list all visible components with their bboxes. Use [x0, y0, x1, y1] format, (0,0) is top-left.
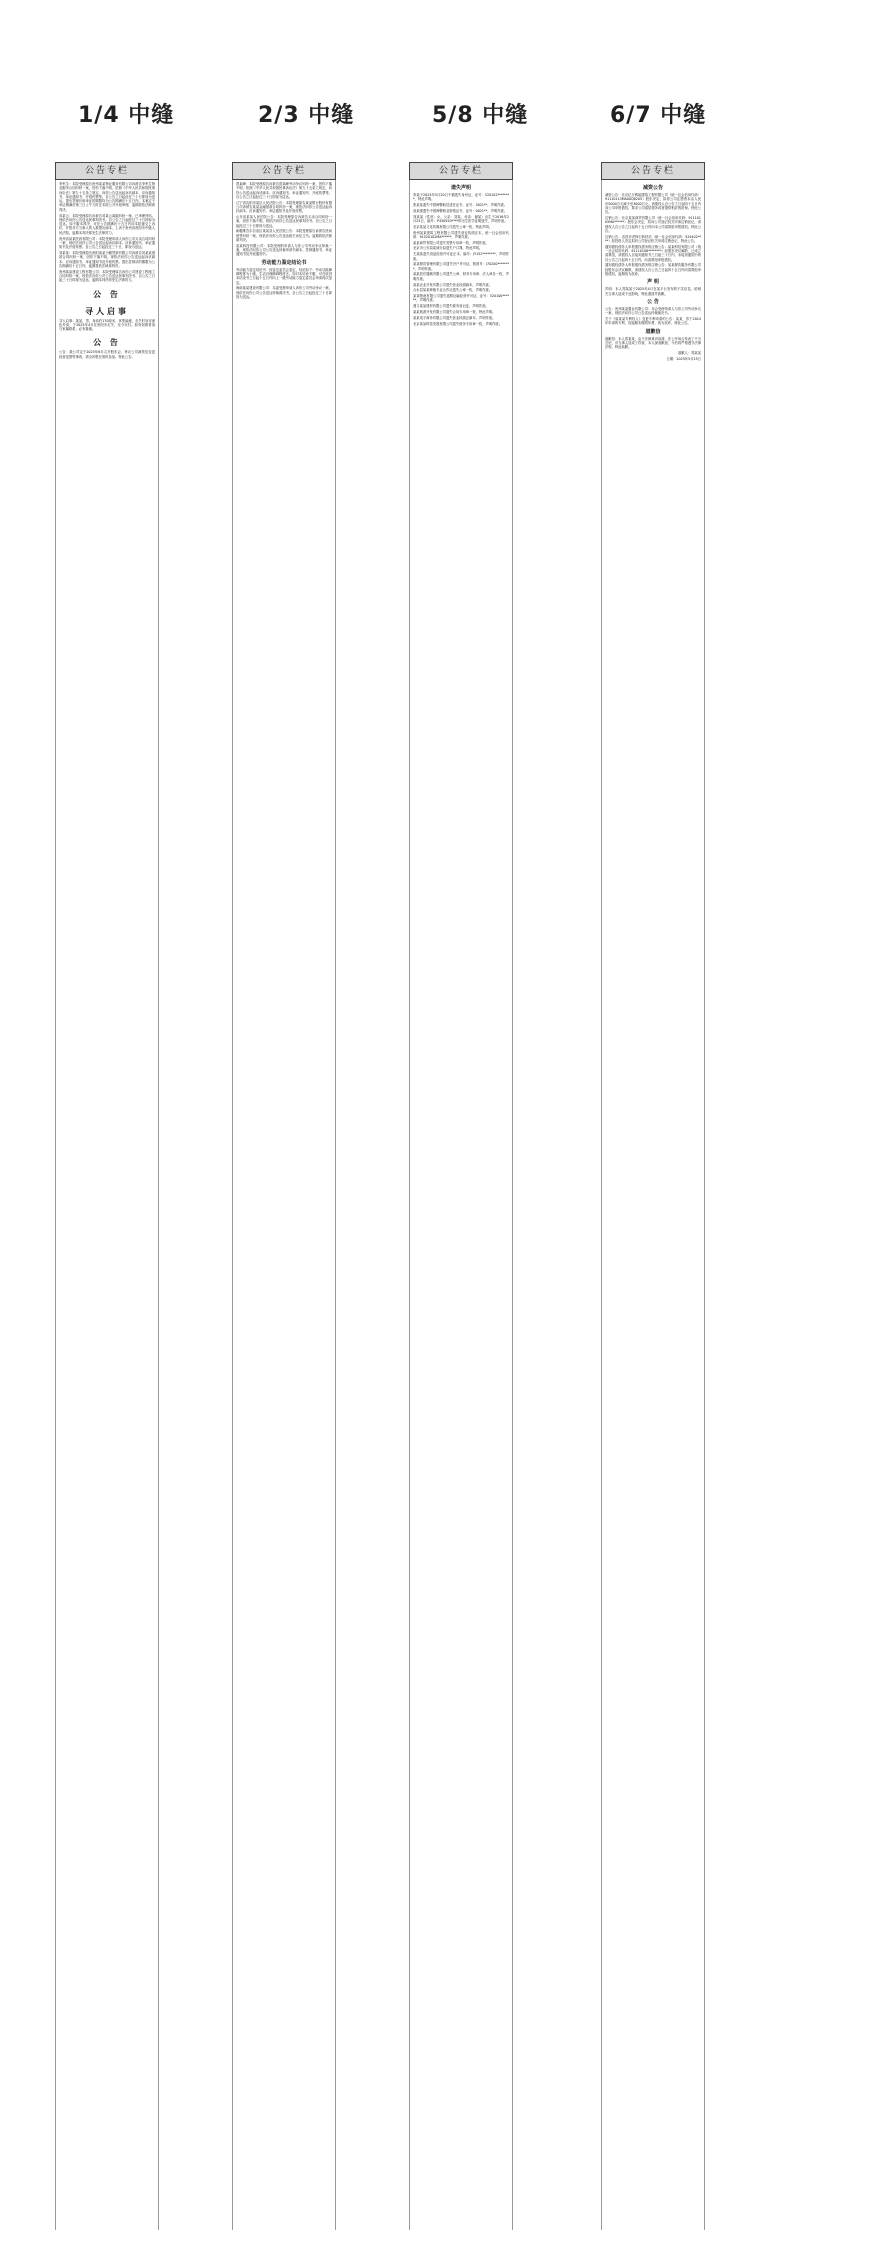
signature: 道歉人：郑某某 [677, 351, 701, 356]
column-body [409, 180, 513, 2230]
notice-item: 注销公告：北京某某商贸有限公司（统一社会信用代码：91110105MA******）股东会决定，拟向公司登记机关申请注销登记，请债权人自公告之日起四十五日内向本公司清算组申报债权。特此公告。 [605, 215, 701, 233]
column-header: 公告专栏 [232, 162, 336, 180]
notice-item: 辽宁省沈阳市某区人民法院公告：本院受理原告某某银行股份有限公司诉被告某某金融借款合同纠纷一案，现依法向你公告送达起诉状副本、应诉通知书、举证通知书及开庭传票。 [236, 200, 332, 214]
section-title: 道歉信 [645, 328, 661, 335]
column-header: 公告专栏 [55, 162, 159, 180]
notice-item: 李某于2025年5月20日不慎遗失身份证，证号：520102********，特此声明。 [413, 193, 509, 202]
notice-item: 高某强遗失中国海警职业资格证书，证号：0021**，声明作废。 [413, 208, 508, 213]
column-body [232, 180, 336, 2230]
date: 日期：2025年5月25日 [666, 356, 701, 361]
notice-item: 减资公告：北京亿万鸭堀建筑工程有限公司（统一社会信用代码：91110113MA00Q8205）股东决定，拟将公司注册资本由人民币5000万元减少至3000万元。请债权人自公告之日起四十五日内向公司申报债权，要求公司清偿债务或者提供相应的担保。特此公告。 [605, 193, 701, 215]
notice-item: 尤某某遗失食品经营许可证正本，编号：JY152********，声明作废。 [413, 252, 509, 261]
column-header: 公告专栏 [409, 162, 513, 180]
notice-item: 某某医疗器械有限公司遗失公章、财务专用章、法人章各一枚，声明作废。 [413, 272, 509, 281]
notice-item: 某某物流有限公司遗失道路运输经营许可证，证号：520100******，声明作废。 [413, 294, 509, 303]
notice-item: 海南某某建设有限公司：本委受理申请人诉你公司劳动争议一案，现依法向你公司公告送达仲裁裁决书，自公告之日起经过三十日即视为送达。 [236, 286, 332, 300]
notice-item: 通知债权债务人申报债权债务的注销公告：某某餐饮服务有限公司经股东会决议解散，请债权人自公告之日起四十五日内向清算组申报债权，逾期视为放弃。 [605, 263, 701, 277]
notice-item: 贵州某某建设工程有限公司：本院受理原告诉你公司建设工程施工合同纠纷一案，现依法向你公司公告送达民事判决书。自公告之日起三十日即视为送达，逾期本判决即发生法律效力。 [59, 269, 155, 283]
section-title: 公 告 [647, 298, 659, 305]
notice-item: 北京市公安局某城分局遗失户口簿，特此声明。 [413, 246, 483, 251]
notice-item: 刘某某：本院受理原告贵阳某某小额贷款有限公司诉被告刘某某借款合同纠纷一案，因你下落不明，现依法向你公告送达起诉状副本、应诉通知书、举证通知书及开庭传票。提出答辩状的期限为公告期满后十五日内，逾期将依法缺席判决。 [59, 250, 155, 268]
notice-item: 声明：本人郑某某于2025年4月在某平台发布的不实信息，给相关当事人造成不良影响，特此澄清并致歉。 [605, 287, 701, 296]
notice-item: 李军生：本院受理原告贵州某某物业服务有限公司诉被告李军生物业服务合同纠纷一案，因你下落不明，依照《中华人民共和国民事诉讼法》第九十五条之规定，向你公告送达起诉状副本、应诉通知书、举证通知书、开庭传票等。自公告之日起经过三十日即视为送达。提出答辩状和举证的期限均为公告期满后十五日内。本案定于举证期满后第三日上午九时在本院公开开庭审理，逾期将依法缺席判决。 [59, 182, 155, 212]
section-title: 劳动能力鉴定结论书 [261, 259, 307, 266]
notice-item: 刘某某（性别：女，父亲：刘某，母亲：谢某）出生于2016年2月25日，编号：P430920****的出生医学证明遗失，声明作废。 [413, 214, 509, 223]
notice-item: 邓某云：本院受理原告诉被告邓某云离婚纠纷一案，已审理终结。现依法向你公告送达民事判决书。自公告之日起经过三十日即视为送达。如不服本判决，可在公告期满后十五日内向本院递交上诉状，并按对方当事人的人数提出副本，上诉于贵州省贵阳市中级人民法院。逾期本判决即发生法律效力。 [59, 213, 155, 235]
notice-item: 贵州某某建筑工程有限公司遗失营业执照正本，统一社会信用代码：91520102MA******，声明作废。 [413, 230, 509, 239]
section-title: 公 告 [93, 338, 121, 348]
notice-item: 某某旅游开发有限公司遗失合同专用章一枚，特此声明。 [413, 310, 496, 315]
heading-two-thirds: 2/3 中缝 [258, 103, 355, 128]
heading-quarter: 1/4 中缝 [78, 103, 175, 128]
heading-six-sevenths: 6/7 中缝 [610, 103, 707, 128]
notice-item: 北京某某文化传媒有限公司遗失公章一枚，特此声明。 [413, 224, 493, 229]
section-title: 公 告 [93, 289, 121, 299]
section-title: 减资公告 [642, 185, 663, 191]
notice-item: 新疆维吾尔自治区某某县人民法院公告：本院受理原告诉被告民间借贷纠纷一案，现依法向你公告送达相关诉讼文书。逾期将依法缺席判决。 [236, 229, 332, 243]
notice-item: 曾某峰：本院受理原告诉被告曾某峰劳动争议纠纷一案，因你下落不明，依照《中华人民共和国民事诉讼法》第九十五条之规定，向你公告送达起诉状副本、应诉通知书、举证通知书、开庭传票等。自公告之日起经过三十日即视为送达。 [236, 182, 332, 199]
notice-item: 张某某遗失中国海警船员适任证书，证号：3021**，声明作废。 [413, 203, 508, 208]
notice-item: 遵义某某建材有限公司遗失税务登记证，声明作废。 [413, 304, 489, 309]
notice-item: 劳动能力鉴定结论书：经鉴定委员会鉴定，结论如下：劳动功能障碍程度为十级，生活自理障碍程度无。如对本结论不服，可在收到本结论书之日起十五日内向上一级劳动能力鉴定委员会申请再次鉴定。 [236, 267, 332, 285]
notice-item: 注销公告：乐昌市老柿石转材站（统一社会信用代码：524402****）经投资人决定拟向公司登记机关申请注销登记，特此公告。 [605, 234, 701, 243]
section-title: 寻人启事 [85, 306, 129, 316]
heading-five-eighths: 5/8 中缝 [432, 103, 529, 128]
notice-item: 山东省某某人民法院公告：本院受理原告诉被告买卖合同纠纷一案，因你下落不明，现依法向你公告送达民事判决书。自公告之日起经过三十日即视为送达。 [236, 215, 332, 228]
notice-column-3 [409, 162, 513, 2232]
notice-item: 某某农业开发有限公司遗失营业执照副本，声明作废。 [413, 282, 493, 287]
column-body [601, 180, 705, 2230]
notice-item: 通知债权债务人申报债权债务的注销公告：某某科技有限公司（统一社会信用代码：91110108********）经股东决议解散，已成立清算组，请债权人自接到通知书之日起三十日内，未接到通知书的自公告之日起四十五日内，向清算组申报债权。 [605, 244, 701, 262]
notice-item: 某某电子商务有限公司遗失营业执照正副本，声明作废。 [413, 315, 496, 320]
notice-item: 公告：贵州某某置业有限公司：本会受理申请人与你公司劳动争议一案，现依法向你公司公告送达仲裁裁决书。 [605, 306, 701, 316]
notice-item: 某某科技有限公司：本院受理的申请人与你公司劳动争议仲裁一案，现依法向你公司公告送达仲裁申请书副本、答辩通知书、举证通知书及开庭通知书。 [236, 243, 332, 257]
section-title: 声 明 [647, 279, 659, 286]
notice-item: 合水县某某种植专业合作社遗失公章一枚，声明作废。 [413, 288, 493, 293]
notice-item: 公告：我公司定于2025年6月召开股东会，审议公司减资及变更经营范围等事项，请全体股东准时参加。特此公告。 [59, 350, 155, 359]
notice-item: 北京某某科技发展有限公司遗失财务专用章一枚，声明作废。 [413, 321, 503, 326]
notice-item: 寻人启事：某某，男，身高约170厘米，体型偏瘦，走失时身穿深色外套，于2025年4月在贵阳市走失，至今未归。如有知情者请与家属联系，必有重谢。 [59, 318, 155, 332]
column-header: 公告专栏 [601, 162, 705, 180]
notice-column-4 [601, 162, 705, 2232]
notice-item: 某某商贸有限公司遗失发票专用章一枚，声明作废。 [413, 240, 489, 245]
section-title: 遗失声明 [450, 185, 471, 191]
notice-item: 贵州省某某医药有限公司：本院受理申请人诉你公司买卖合同纠纷一案，现依法向你公司公告送达起诉状副本、应诉通知书、举证通知书及开庭传票。自公告之日起经过三十日，即视为送达。 [59, 236, 155, 250]
notice-column-1 [55, 162, 159, 2232]
notice-column-2 [232, 162, 336, 2232]
column-body [55, 180, 159, 2230]
notice-item: 某某餐饮管理有限公司遗失开户许可证，核准号：J70200********，声明作废。 [413, 262, 509, 271]
notice-item: 关于《原某某专利权人》变更专利申请的公告：某某，你于2024年申请的专利，因逾期未缴纳年费，视为放弃，特此公告。 [605, 317, 701, 326]
notice-item: 道歉信：本人郑某某，由于法律意识淡薄，在公开场合发表了不当言论，对当事人造成了伤害，本人深表歉意，今后将严格遵守法律法规，特此致歉。 [605, 336, 701, 350]
